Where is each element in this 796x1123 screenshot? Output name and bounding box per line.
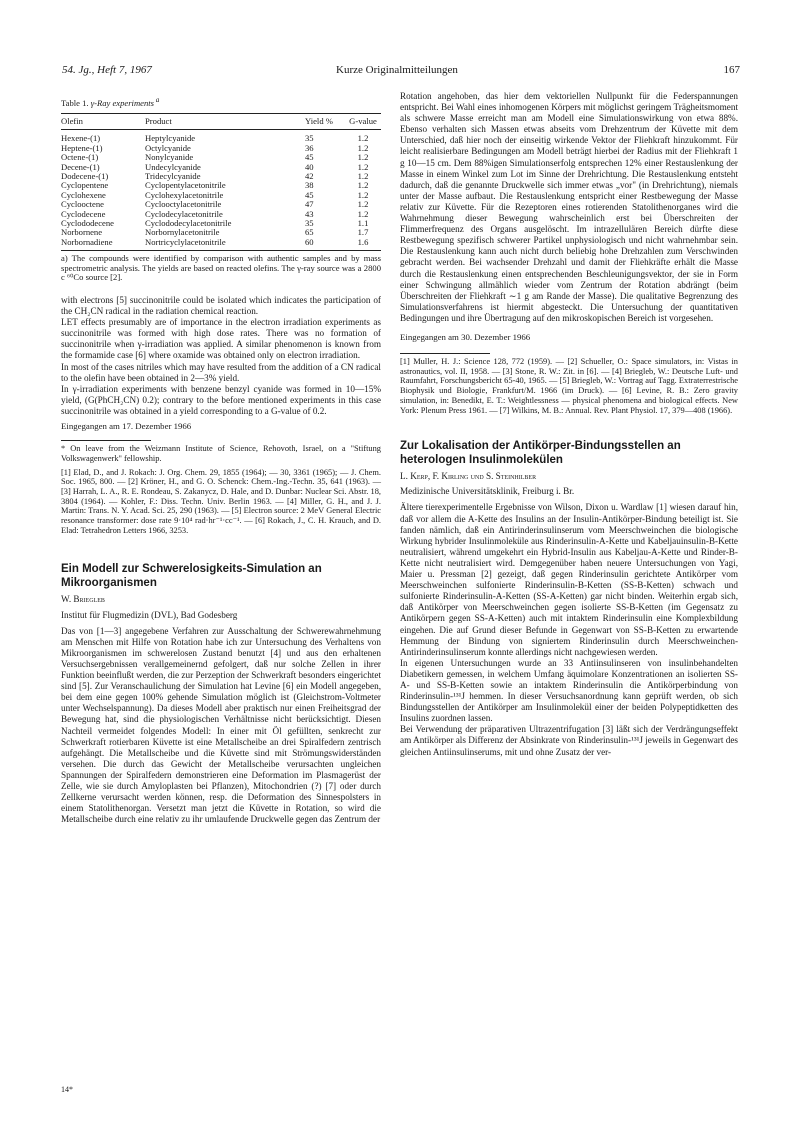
cell-olefin: Hexene-(1) xyxy=(61,133,101,144)
table-caption: Table 1. γ-Ray experiments $^a$ xyxy=(61,96,160,108)
author-footnote: * On leave from the Weizmann Institute of Science, Rehovoth, Israel, on a "Stiftung Volkswagenwerk" fellowship. xyxy=(61,444,381,463)
article-title: Zur Lokalisation der Antikörper-Bindungsstellen an heterologen Insulinmolekülen xyxy=(400,440,681,467)
section-title: Kurze Originalmitteilungen xyxy=(336,64,458,76)
cell-yield: 40 xyxy=(305,161,314,172)
cell-yield: 45 xyxy=(305,152,314,163)
cell-gvalue: 1.7 xyxy=(357,227,369,238)
cell-gvalue: 1.2 xyxy=(357,161,369,172)
cell-product: Cyclododecylacetonitrile xyxy=(145,218,232,229)
cell-olefin: Dodecene-(1) xyxy=(61,170,109,181)
cell-product: Nortricyclylacetonitrile xyxy=(145,238,305,251)
references: [1] Elad, D., and J. Rokach: J. Org. Chem. 29, 1855 (1964); — 30, 3361 (1965); — J. Chem. Soc. 1965, 800. — [2] Kröner, H., and G. O. Schenck: Chem.-Ing.-Techn. 35, 641 (1963). — [3] Harrah, L. A., R. E. Rondeau, S. Zakanycz, D. Hale, and D. Dunbar: Nuclear Sci. Abstr. 18, 3804 (1964). — Kohler, F.: Diss. Techn. Univ. Berlin 1963. — [4] Miller, G. H., and J. J. Martin: Trans. N. Y. Acad. Sci. 25, 290 (1963). — [5] Electron source: 2 MeV General Electric resonance transformer: dose rate 9·10⁴ rad·hr⁻¹·cc⁻¹. — [6] Rokach, J., C. H. Krauch, and D. Elad: Tetrahedron Letters 1966, 3253. xyxy=(61,467,381,535)
received-date: Eingegangen am 30. Dezember 1966 xyxy=(400,331,531,342)
table-row xyxy=(61,144,381,153)
authors: L. Kerp, F. Kirling und S. Steinhilber xyxy=(400,471,537,482)
col-product: Product xyxy=(145,113,305,129)
journal-issue: 54. Jg., Heft 7, 1967 xyxy=(62,64,152,76)
cell-product: Norbornylacetonitrile xyxy=(145,227,220,238)
page-number: 167 xyxy=(723,64,740,76)
cell-gvalue: 1.2 xyxy=(357,170,369,181)
received-date: Eingegangen am 17. Dezember 1966 xyxy=(61,421,192,432)
cell-gvalue: 1.2 xyxy=(357,152,369,163)
paragraph: Ältere tierexperimentelle Ergebnisse von Wilson, Dixon u. Wardlaw [1] wiesen darauf hin, daß vor allem die A-Kette des Insulins an der Insulin-Antikörper-Bindung beteiligt ist. Sie fanden nämlich, daß ein Antirinderinsulinserum vom Meerschweinchen die biologische Wirkung hybrider Insulinmoleküle aus Rinderinsulin-A-Kette und Kabeljauinsulin-B-Kette neutralisiert, während umgekehrt ein Hybrid-Insulin aus Kabeljau-A-Kette und Rinder-B-Kette nicht neutralisiert wird. Demgegenüber haben neuere Untersuchungen von Yagi, Maier u. Pressman [2] gezeigt, daß gegen Rinderinsulin gerichtete Antikörper vom Meerschweinchen sulfonierte Rinderinsulin-B-Ketten (SS-B-Ketten) schwach und sulfonierte Rinderinsulin-A-Ketten (SS-A-Ketten) gar nicht binden. Weiterhin ergab sich, daß Antikörper von Meerschweinchen gegen isolierte SS-B-Ketten (im Gegensatz zu Antikörpern gegen SS-A-Ketten) auch mit intaktem Rinderinsulin eine Komplexbildung eingehen. Die auf Grund dieser Befunde in Gegenwart von SS-B-Ketten zu erwartende Hemmung der Bindung von signiertem Rinderinsulin durch Meerschweinchen-Antirinderinsulinserum konnte allerdings nicht nachgewiesen werden. xyxy=(400,502,738,657)
table-header-row xyxy=(61,113,381,129)
cell-gvalue: 1.2 xyxy=(357,180,369,191)
cell-yield: 36 xyxy=(305,142,314,153)
divider xyxy=(61,440,151,441)
cell-gvalue: 1.1 xyxy=(357,218,369,229)
cell-yield: 42 xyxy=(305,170,314,181)
paragraph: In eigenen Untersuchungen wurde an 33 Antiinsulinseren von insulinbehandelten Diabetikern gemessen, in welchem Umfang äquimolare Konzentrationen an isolierten SS-A- und SS-B-Ketten sowie an intaktem Rinderinsulin die Antikörperbindung von Rinderinsulin-¹³¹J hemmen. In dieser Versuchsanordnung kann geprüft werden, ob sich Bindungsstellen der Antikörper am Insulinmolekül einer der beiden Polypeptidketten des Insulins zuordnen lassen. xyxy=(400,657,738,724)
author: W. Briegleb xyxy=(61,594,105,605)
institute: Institut für Flugmedizin (DVL), Bad Godesberg xyxy=(61,609,238,620)
divider xyxy=(400,353,490,354)
cell-product: Cyclooctylacetonitrile xyxy=(145,199,222,210)
article-body: Rotation angehoben, das hier dem vektoriellen Nullpunkt für die Federspannungen entspricht. Bei Wahl eines inhomogenen Körpers mit möglichst geringem Trägheitsmoment als schwere Masse erreicht man am Modell eine Simulationswirkung von etwa 88%. Ebenso verhalten sich Massen etwas abseits vom Drehzentrum der Küvette mit dem Unterschied, daß hier noch der einseitig wirkende Vektor der Fliehkraft hinzukommt. Für leicht realisierbare Bedingungen am Modell beträgt hierbei der Radius mit der Fliehkraft 1 g 10—15 cm. Dem 88%igen Simulationserfolg entsprechen 12% einer Restauslenkung der Masse in einem Winkel zum Lot im Sinne der Drehrichtung. Die Restauslenkung entsteht dadurch, daß die genannte Druckwelle sich immer etwas „vor" (in Drehrichtung), niemals unter der Masse aufbaut. Die Restauslenkung entspricht einer Restbewegung der Masse relativ zur Küvette. Für die Rezeptoren eines rotierenden Statolithenorganes wird die Wahrnehmung dieser Bewegung wahrscheinlich erst bei Überschreiten der Flimmerfrequenz des Organs ausgelöscht. Im intrazellulären Bereich dürfte diese Restbewegung spezifisch schwerer Partikel unphysiologisch und nicht wahrnehmbar sein. Die Restauslenkung kann auch nicht durch beliebig hohe Drehzahlen zum Verschwinden gebracht werden. Bei wachsender Drehzahl und damit der Fliehkräfte erhält die Masse durch die Restauslenkung einen entsprechenden Beschleunigungsvektor, der sie in Form einer Schwingung allmählich wieder vom Zentrum der Rotation abdrängt (beim Überschreiten der Fliehkraft ∼1 g am Rande der Masse). Die qualitative Begrenzung des Simulationsverfahrens ist hiermit abgesteckt. Die Untersuchung der quantitativen Bedingungen und ihre Übertragung auf den mikroskopischen Bereich ist vorgesehen. xyxy=(400,91,738,323)
cell-yield: 60 xyxy=(305,238,345,251)
cell-product: Heptylcyanide xyxy=(145,133,196,144)
cell-olefin: Cyclooctene xyxy=(61,199,104,210)
cell-olefin: Decene-(1) xyxy=(61,161,100,172)
cell-product: Cyclopentylacetonitrile xyxy=(145,180,226,191)
cell-gvalue: 1.6 xyxy=(345,238,381,251)
signature-mark: 14* xyxy=(61,1085,73,1094)
cell-gvalue: 1.2 xyxy=(357,199,369,210)
cell-gvalue: 1.2 xyxy=(357,142,369,153)
cell-product: Cyclohexylacetonitrile xyxy=(145,189,224,200)
cell-olefin: Cyclopentene xyxy=(61,180,109,191)
right-column xyxy=(400,91,738,758)
cell-yield: 35 xyxy=(305,218,314,229)
cell-olefin: Norbornadiene xyxy=(61,238,145,251)
table-row xyxy=(61,153,381,162)
table-row xyxy=(61,219,381,228)
cell-gvalue: 1.2 xyxy=(357,189,369,200)
paragraph: LET effects presumably are of importance in the electron irradiation experiments as succinonitrile was formed with high dose rates. There was no formation of succinonitrile when γ-irradiation was applied. A similar phenomenon is known from the formamide case [6] where oxamide was obtained only on electron irradiation. xyxy=(61,317,381,361)
cell-product: Nonylcyanide xyxy=(145,152,194,163)
cell-product: Undecylcyanide xyxy=(145,161,201,172)
cell-product: Octylcyanide xyxy=(145,142,191,153)
cell-yield: 35 xyxy=(305,133,314,144)
cell-gvalue: 1.2 xyxy=(357,133,369,144)
cell-olefin: Cyclodecene xyxy=(61,208,106,219)
table-row xyxy=(61,238,381,251)
paragraph: In γ-irradiation experiments with benzene benzyl cyanide was formed in 10—15% yield, (G(PhCH₂CN) 0.2); contrary to the before mentioned experiments in this case succinonitrile was obtained in a yield corresponding to a G-value of 0.2. xyxy=(61,383,381,416)
cell-olefin: Heptene-(1) xyxy=(61,142,103,153)
table-row xyxy=(61,130,381,144)
cell-olefin: Cyclododecene xyxy=(61,218,114,229)
paragraph: In most of the cases nitriles which may have resulted from the addition of a CN radical to the olefin have been obtained in 2—3% yield. xyxy=(61,361,381,383)
article-title: Ein Modell zur Schwerelosigkeits-Simulation an Mikroorganismen xyxy=(61,563,322,590)
cell-olefin: Norbornene xyxy=(61,227,103,238)
cell-yield: 65 xyxy=(305,227,314,238)
cell-olefin: Octene-(1) xyxy=(61,152,99,163)
cell-product: Tridecylcyanide xyxy=(145,170,201,181)
institute: Medizinische Universitätsklinik, Freiburg i. Br. xyxy=(400,486,575,497)
cell-gvalue: 1.2 xyxy=(357,208,369,219)
left-column xyxy=(61,95,381,825)
yield-table xyxy=(61,113,381,251)
article-body: Das von [1—3] angegebene Verfahren zur Ausschaltung der Schwerewahrnehmung am Menschen mit Hilfe von Rotation habe ich zur Untersuchung des Verhaltens von Mikroorganismen im schwerelosen Zustand benutzt [4] und aus den erhaltenen Versuchsergebnissen verallgemeinernd gefolgert, daß nur solche Zellen in ihrer Funktion beeinflußt werden, die zur Perzeption der Schwerkraft besonders eingerichtet sind [5]. Zur Veranschaulichung der Simulation hat Levine [6] ein Modell angegeben, bei dem eine gegen 100% gehende Simulation möglich ist (Gleichstrom-Voltmeter unter Wechselspannung). Da dieses Modell aber praktisch nur einen Freiheitsgrad der Bewegung hat, sind die physiologischen Verhältnisse nicht berücksichtigt. Diesen Nachteil vermeidet folgendes Modell: In einer mit Öl gefüllten, senkrecht zur Schwerkraft rotierbaren Küvette ist eine Metallscheibe an drei Spiralfedern zentrisch aufgehängt. Die Metallscheibe und die Küvette sind mit Strömungswiderständen versehen. Die durch das Gewicht der Metallscheibe verursachten ungleichen Spannungen der Spiralfedern demonstrieren eine Deformation im Plasmagerüst der Zelle, wie sie durch Amyloplasten bei Pflanzen), Mitochondrien (?) [7] oder durch Zellkerne verursacht werden können, resp. die Deformation des Sinnespolsters in einem Statolithenorgan. Versetzt man jetzt die Küvette in Rotation, so wird die Metallscheibe durch eine relativ zu ihr umlaufende Druckwelle gegen das Zentrum der xyxy=(61,625,381,825)
table-footnote: a) The compounds were identified by comparison with authentic samples and by mass spectrometric analysis. The yields are based on reacted olefins. The γ-ray source was a 2800 c ⁶⁰Co source [2]. xyxy=(61,253,381,283)
references: [1] Muller, H. J.: Science 128, 772 (1959). — [2] Schueller, O.: Space simulators, in: Vistas in astronautics, vol. II, 1958. — [3] Stone, R. W.: Zit. in [6]. — [4] Briegleb, W.: Deutsche Luft- und Raumfahrt, Forschungsbericht 65-40, 1965. — [5] Briegleb, W.: Vortrag auf Tagg. Extraterrestrische Biophysik und Biologie, Frankfurt/M. 1966 (im Druck). — [6] Levine, R. B.: Zero gravity simulation, in: Benedikt, E. T.: Weightlessness — physical phenomena and biological effects. New York: Plenum Press 1961. — [7] Wilkins, M. B.: Annual. Rev. Plant Physiol. 17, 379—408 (1966). xyxy=(400,357,738,415)
cell-yield: 47 xyxy=(305,199,314,210)
cell-yield: 43 xyxy=(305,208,314,219)
cell-olefin: Cyclohexene xyxy=(61,189,106,200)
table-row xyxy=(61,191,381,200)
cell-yield: 38 xyxy=(305,180,314,191)
cell-yield: 45 xyxy=(305,189,314,200)
cell-product: Cyclodecylacetonitrile xyxy=(145,208,223,219)
col-olefin: Olefin xyxy=(61,113,145,129)
table-row xyxy=(61,163,381,172)
paragraph: Bei Verwendung der präparativen Ultrazentrifugation [3] läßt sich der Verdrängungseffekt am Antikörper als Differenz der Absinkrate von Rinderinsulin-¹³¹J jeweils in Gegenwart des gleichen Antiinsulinserums, mit und ohne Zusatz der ver- xyxy=(400,724,738,757)
col-gvalue: G-value xyxy=(345,113,381,129)
col-yield: Yield % xyxy=(305,113,345,129)
paragraph: with electrons [5] succinonitrile could be isolated which indicates the participation of the CH₂CN radical in the radiation chemical reaction. xyxy=(61,295,381,317)
